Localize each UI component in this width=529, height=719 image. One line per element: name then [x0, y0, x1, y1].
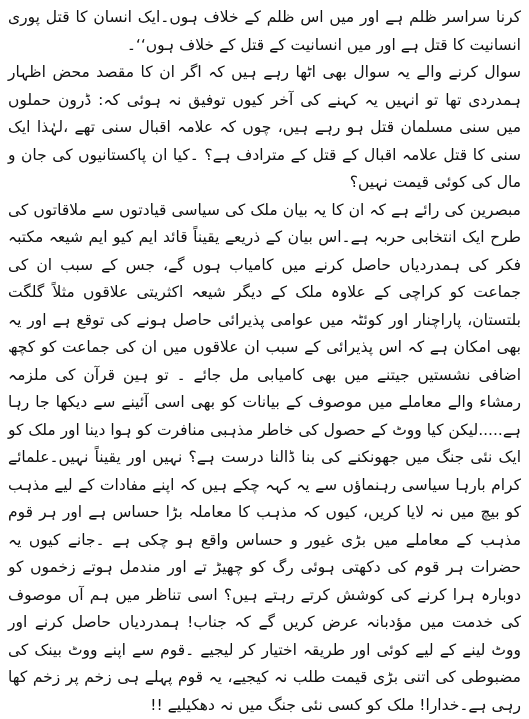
paragraph-1: کرنا سراسر ظلم ہے اور میں اس ظلم کے خلاف ہوں۔ایک انسان کا قتل پوری انسانیت کا قتل ہے اور میں انسانیت کے قتل کے خلاف ہوں‘‘۔: [8, 4, 521, 59]
paragraph-2: سوال کرنے والے یہ سوال بھی اٹھا رہے ہیں کہ اگر ان کا مقصد محض اظہار ہمدردی تھا تو انہیں یہ کہنے کی آخر کیوں توفیق نہ ہوئی کہ: ڈرون حملوں میں سنی مسلمان قتل ہو رہے ہیں، چوں کہ علامہ اقبال سنی تھے ،لہٰذا ایک سنی کا قتل علامہ اقبال کے قتل کے مترادف ہے؟ ۔کیا ان پاکستانیوں کی جان و مال کی کوئی قیمت نہیں؟: [8, 59, 521, 197]
paragraph-3: مبصرین کی رائے ہے کہ ان کا یہ بیان ملک کی سیاسی قیادتوں سے ملاقاتوں کی طرح ایک انتخابی حربہ ہے۔اس بیان کے ذریعے یقیناً قائد ایم کیو ایم شیعہ مکتبہ فکر کی ہمدردیاں حاصل کرنے میں کامیاب ہوں گے، جس کے سبب ان کی جماعت کو کراچی کے علاوہ ملک کے دیگر شیعہ اکثریتی علاقوں مثلاً گلگت بلتستان، پاراچنار اور کوئٹہ میں عوامی پذیرائی حاصل ہونے کی توقع ہے اور یہ بھی امکان ہے کہ اس پذیرائی کے سبب ان علاقوں میں ان کی جماعت کو کچھ اضافی نشستیں جیتنے میں بھی کامیابی مل جائے ۔ تو ہین قرآن کی ملزمہ رمشاء والے معاملے میں موصوف کے بیانات کو بھی اسی آئینے سے دیکھا جا رہا ہے.....لیکن کیا ووٹ کے حصول کی خاطر مذہبی منافرت کو ہوا دینا اور ملک کو ایک نئی جنگ میں جھونکنے کی بنا ڈالنا درست ہے؟ نہیں اور یقیناً نہیں۔علمائے کرام بارہا سیاسی رہنماؤں سے یہ کہہ چکے ہیں کہ اپنے مفادات کے لیے مذہب کو بیچ میں نہ لایا کریں، کیوں کہ مذہب کا معاملہ بڑا حساس ہے اور ہر قوم مذہب کے معاملے میں بڑی غیور و حساس واقع ہو چکی ہے ۔جانے کیوں یہ حضرات ہر قوم کی دکھتی ہوئی رگ کو چھیڑ تے اور مندمل ہوتے زخموں کو دوبارہ ہرا کرنے کی کوشش کرتے رہتے ہیں؟ اسی تناظر میں ہم آں موصوف کی خدمت میں مؤدبانہ عرض کریں گے کہ جناب! ہمدردیاں حاصل کرنے اور ووٹ لینے کے لیے کوئی اور طریقہ اختیار کر لیجیے ۔قوم سے اپنے ووٹ بینک کی مضبوطی کی اتنی بڑی قیمت طلب نہ کیجیے، یہ قوم پہلے ہی زخم پر زخم کھا رہی ہے۔خدارا! ملک کو کسی نئی جنگ میں نہ دھکیلیے !!: [8, 197, 521, 719]
